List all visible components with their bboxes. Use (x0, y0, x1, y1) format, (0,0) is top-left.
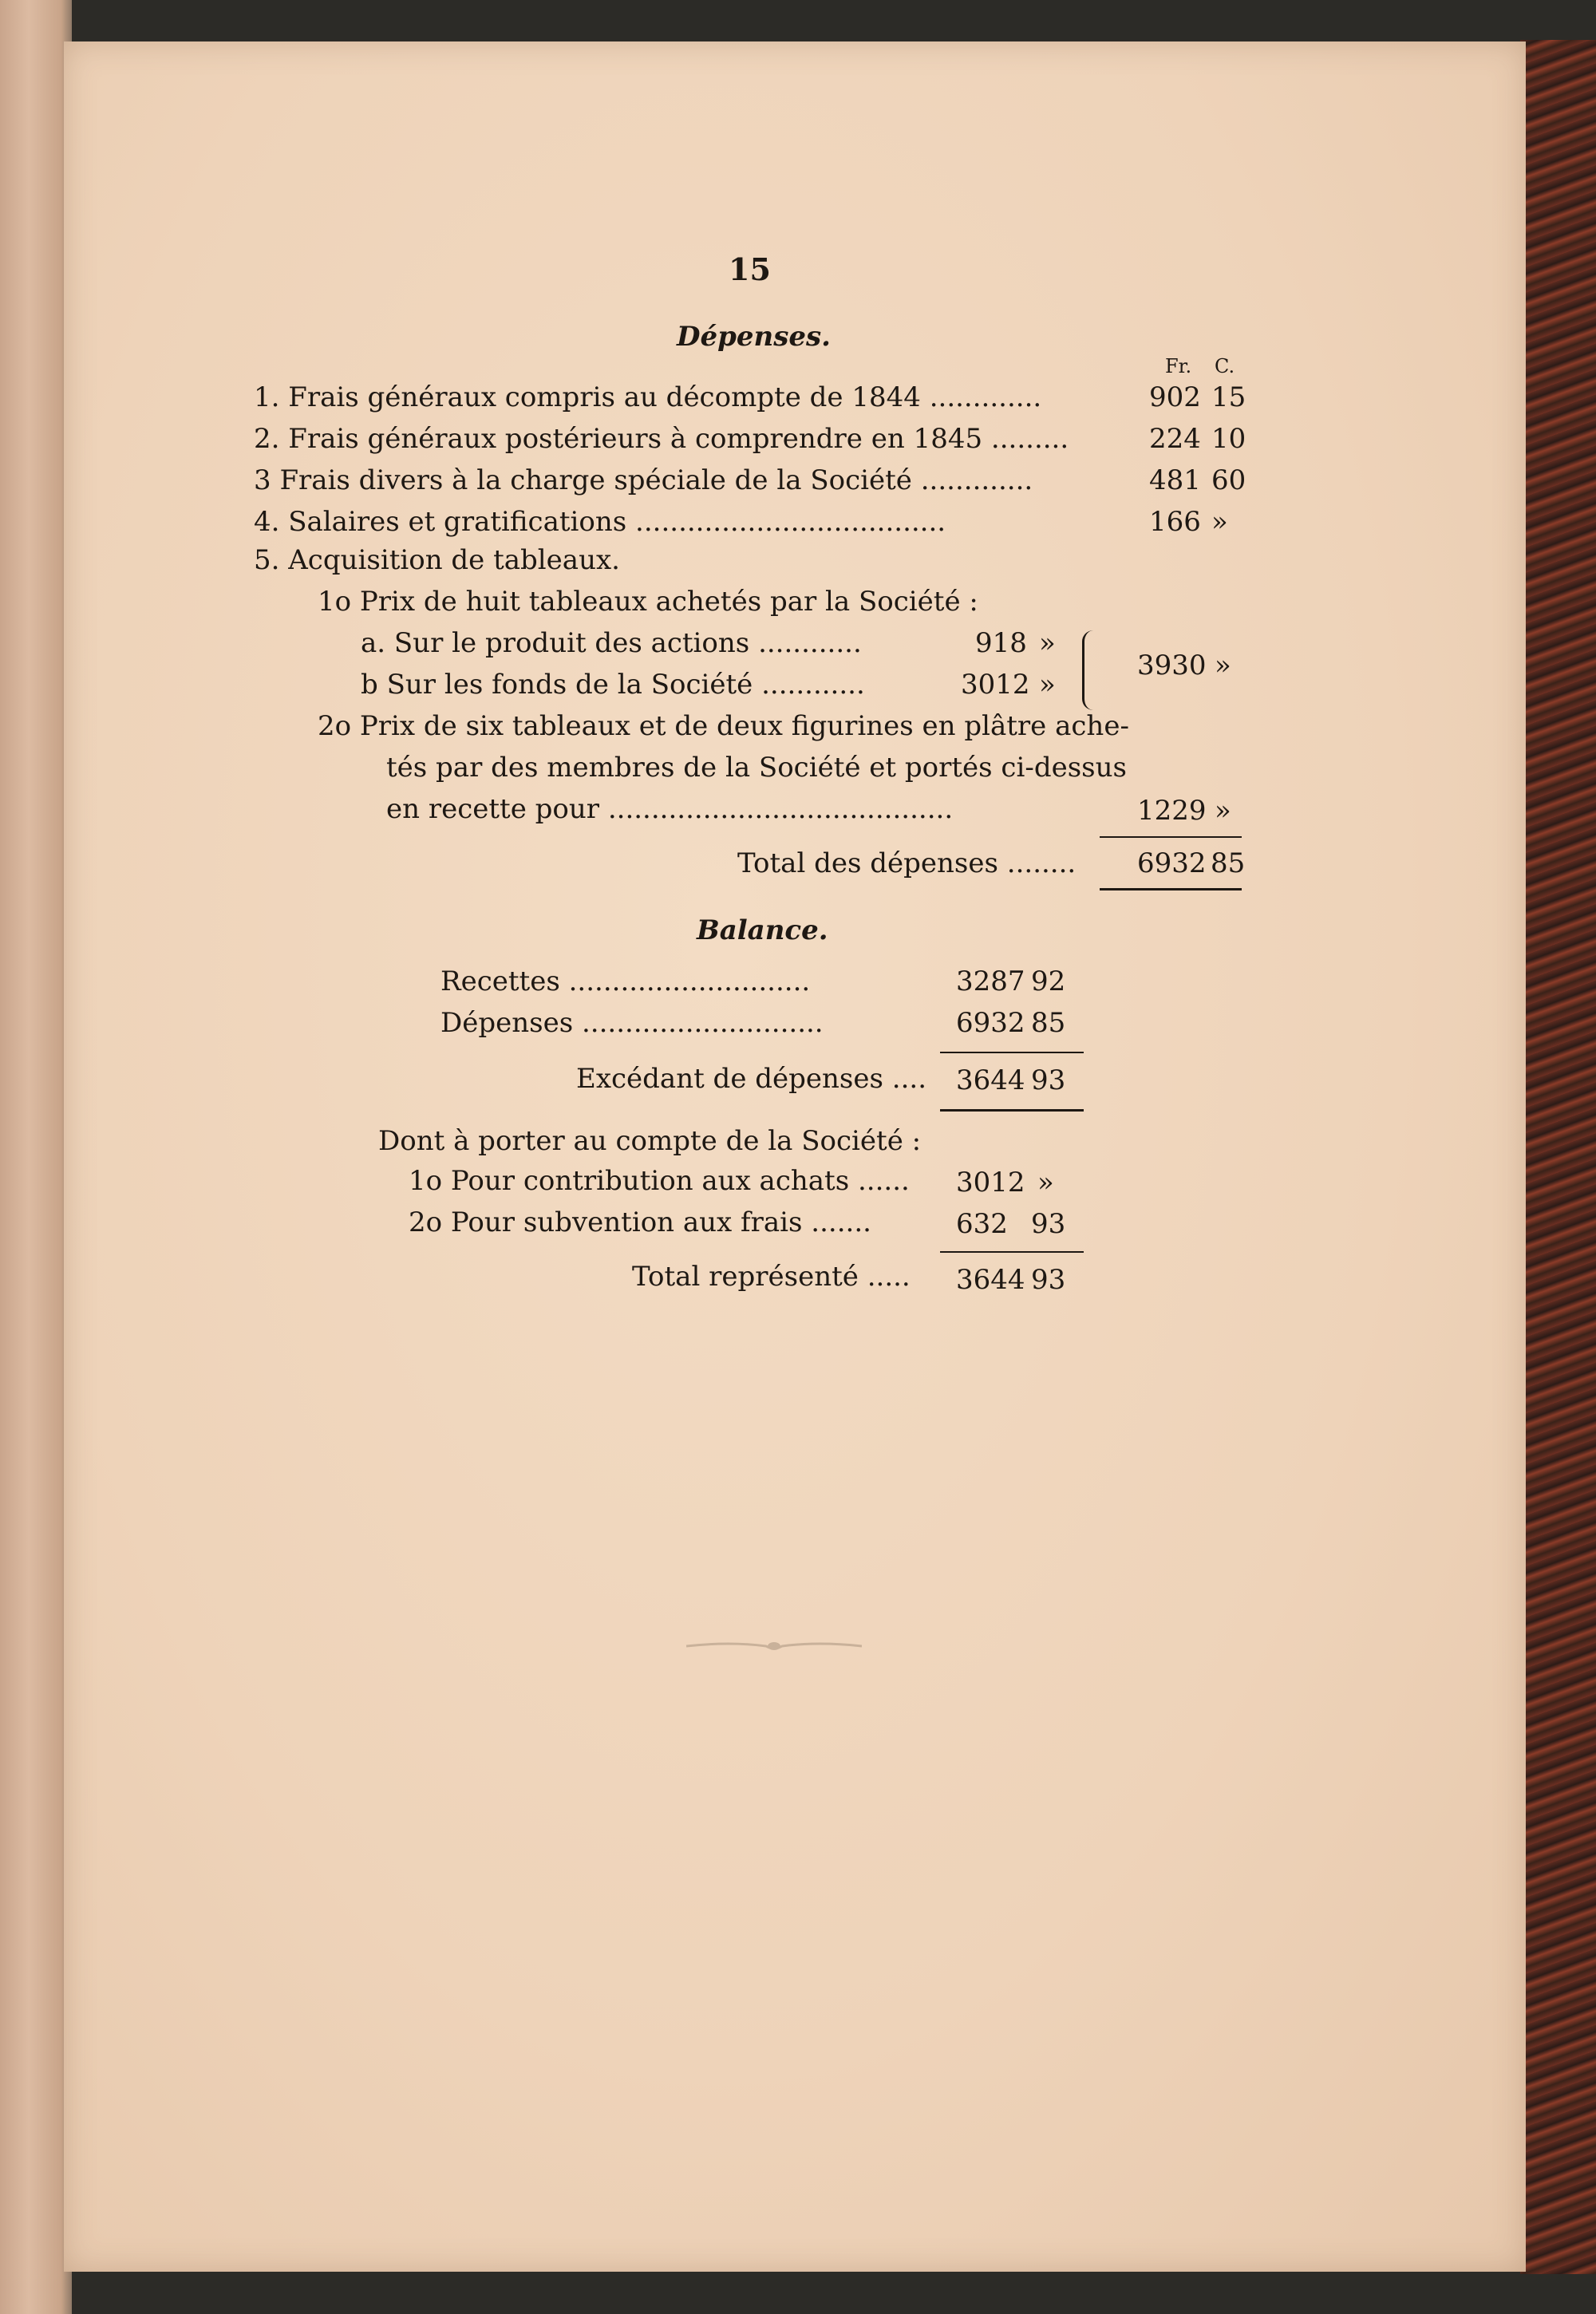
expense-line-4 (254, 506, 1104, 538)
item2-label: 2o Pour subvention aux frais (409, 1206, 803, 1238)
total-depenses-c: 85 (1211, 847, 1246, 879)
leader-dots: .................................... (635, 506, 946, 538)
expense-label: 4. Salaires et gratifications (254, 506, 627, 538)
depenses-c: 85 (1031, 1007, 1066, 1039)
subitem-b-fr: 3012 (961, 669, 1030, 701)
expense-label: 1. Frais généraux compris au décompte de 1844 (254, 381, 921, 413)
expense-amount-c: » (1211, 506, 1228, 538)
balance-excedant (576, 1063, 940, 1095)
depenses-label: Dépenses (440, 1007, 574, 1039)
subitem-2-line3 (386, 793, 1104, 825)
depenses-fr: 6932 (956, 1007, 1025, 1039)
recettes-label: Recettes (440, 965, 560, 997)
expense-line-3 (254, 464, 1104, 496)
item2-fr: 632 (956, 1208, 1008, 1240)
page-number: 15 (729, 251, 771, 287)
ornament-divider (686, 1640, 862, 1653)
excedant-rule-top (940, 1052, 1084, 1053)
expense-label: 2. Frais généraux postérieurs à comprendre en 1845 (254, 423, 983, 455)
expense-amount-c: 60 (1211, 464, 1246, 496)
expense-amount-fr: 224 (1149, 423, 1201, 455)
balance-depenses (440, 1007, 940, 1039)
section-title-depenses: Dépenses. (677, 321, 831, 353)
leader-dots: ............................ (568, 965, 811, 997)
item1-label: 1o Pour contribution aux achats (409, 1165, 850, 1197)
subitem-2-line1: 2o Prix de six tableaux et de deux figurines en plâtre ache- (318, 710, 1129, 742)
subitem-2-c: » (1215, 795, 1231, 827)
leader-dots: ............................ (582, 1007, 824, 1039)
expense-amount-fr: 902 (1149, 381, 1201, 413)
book-cover-edge (1520, 40, 1596, 2274)
balance-item-1 (409, 1165, 938, 1197)
total-depenses-line (737, 847, 1104, 879)
subtotal-fr: 3930 (1137, 650, 1207, 681)
leader-dots: .... (891, 1063, 926, 1095)
subitem-b-c: » (1039, 669, 1056, 701)
expense-amount-fr: 481 (1149, 464, 1201, 496)
leader-dots: ............ (761, 669, 865, 701)
leader-dots: ............ (758, 627, 862, 659)
leader-dots: ....... (811, 1206, 871, 1238)
leader-dots: ..... (867, 1261, 911, 1293)
subtotal-c: » (1215, 650, 1231, 681)
total-represente-fr: 3644 (956, 1264, 1025, 1296)
excedant-fr: 3644 (956, 1064, 1025, 1096)
excedant-c: 93 (1031, 1064, 1066, 1096)
total-depenses-fr: 6932 (1137, 847, 1207, 879)
item2-c: 93 (1031, 1208, 1066, 1240)
expense-line-2 (254, 423, 1104, 455)
leader-dots: ............. (929, 381, 1042, 413)
excedant-rule-bottom (940, 1109, 1084, 1112)
left-page-edge (0, 0, 72, 2314)
expense-label: 3 Frais divers à la charge spéciale de la Société (254, 464, 912, 496)
total-depenses-label: Total des dépenses (737, 847, 998, 879)
subitem-2-line2: tés par des membres de la Société et portés ci-dessus (386, 752, 1127, 784)
represente-rule (940, 1251, 1084, 1253)
leader-dots: ...... (857, 1165, 910, 1197)
subitem-2-fr: 1229 (1137, 795, 1207, 827)
balance-total (632, 1261, 938, 1293)
subitem-b-label: b Sur les fonds de la Société (361, 669, 753, 701)
column-header-fr: Fr. (1165, 355, 1192, 377)
leader-dots: ........ (1006, 847, 1077, 879)
expense-line-1 (254, 381, 1104, 413)
subitem-a-c: » (1039, 627, 1056, 659)
excedant-label: Excédant de dépenses (576, 1063, 883, 1095)
expense-line-5: 5. Acquisition de tableaux. (254, 544, 620, 576)
total-rule-bottom (1100, 888, 1242, 890)
subitem-a-label: a. Sur le produit des actions (361, 627, 750, 659)
leader-dots: ............. (920, 464, 1033, 496)
total-represente-label: Total représenté (632, 1261, 859, 1293)
leader-dots: ........................................ (607, 793, 954, 825)
expense-amount-fr: 166 (1149, 506, 1201, 538)
subitem-2-label: en recette pour (386, 793, 600, 825)
leader-dots: ......... (990, 423, 1069, 455)
dont-heading: Dont à porter au compte de la Société : (378, 1125, 922, 1157)
recettes-c: 92 (1031, 965, 1066, 997)
subitem-a (361, 627, 927, 659)
expense-amount-c: 15 (1211, 381, 1246, 413)
recettes-fr: 3287 (956, 965, 1025, 997)
expense-amount-c: 10 (1211, 423, 1246, 455)
column-header-c: C. (1215, 355, 1235, 377)
subitem-b (361, 669, 927, 701)
subitem-a-fr: 918 (975, 627, 1027, 659)
balance-item-2 (409, 1206, 938, 1238)
subitem-1-heading: 1o Prix de huit tableaux achetés par la Société : (318, 586, 978, 618)
item1-c: » (1037, 1167, 1054, 1198)
total-rule-top (1100, 836, 1242, 838)
curly-brace (1082, 630, 1100, 710)
balance-recettes (440, 965, 940, 997)
section-title-balance: Balance. (697, 914, 828, 946)
item1-fr: 3012 (956, 1167, 1025, 1198)
total-represente-c: 93 (1031, 1264, 1066, 1296)
